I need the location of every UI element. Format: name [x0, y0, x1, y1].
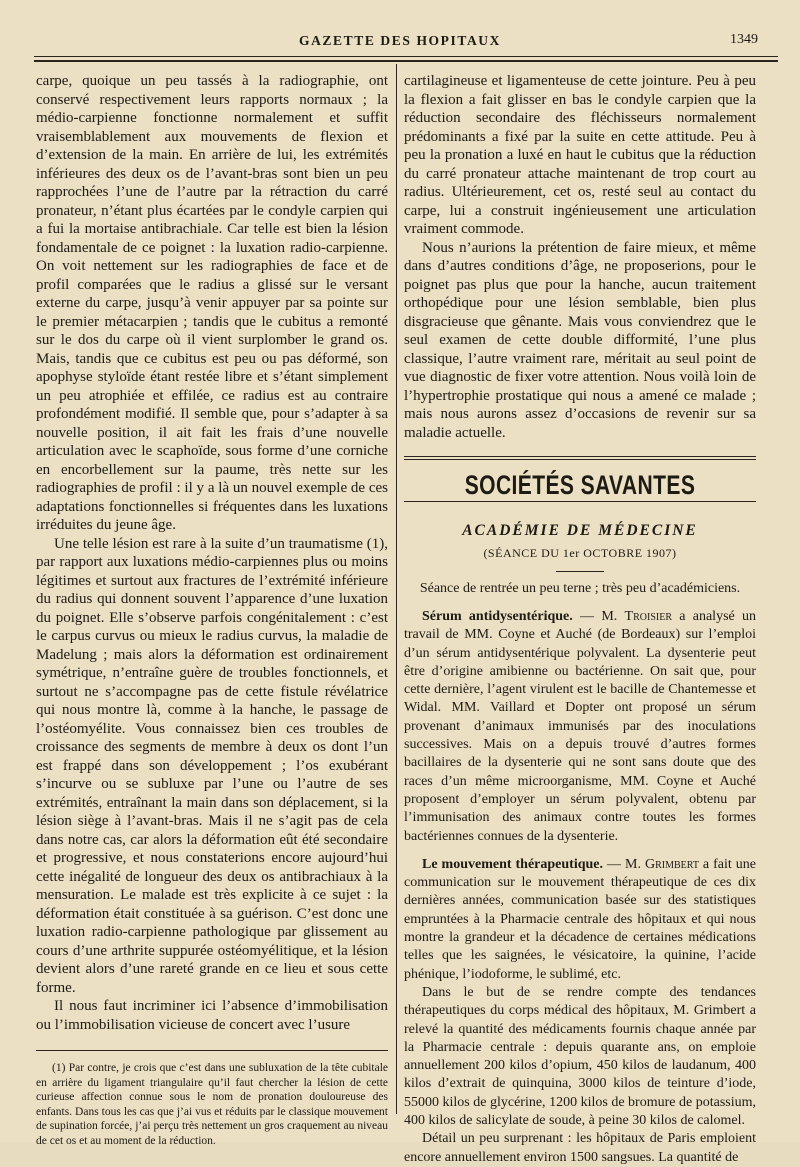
- header-rule: [34, 56, 778, 57]
- author-name: Grimbert: [644, 856, 699, 872]
- section-title-rule: [404, 501, 756, 502]
- author-name: Troisier: [624, 609, 672, 624]
- article-mouvement: [404, 856, 756, 984]
- page-header-title: GAZETTE DES HOPITAUX: [298, 33, 502, 48]
- column-divider: [396, 64, 397, 1114]
- short-rule: [556, 571, 604, 572]
- footnote: (1) Par contre, je crois que c’est dans une subluxation de la tête cubitale en arrière du ligament triangulaire qu’il faut chercher la lésion de cette curieuse affection connue sous le nom de pronation douloureuse des enfants. Dans tous les cas que j’ai vus et réduits par le classique mouvement de supination forcée, j’ai perçu très nettement un gros craquement au niveau de cet os et au moment de la réduction.: [36, 1062, 388, 1147]
- footnote-rule: [36, 1050, 388, 1051]
- body-paragraph: Dans le but de se rendre compte des tendances thérapeutiques du corps médical des hôpitaux, M. Grimbert a relevé la quantité des médicaments fournis chaque année par la Pharmacie centrale : depuis quarante ans, on emploie annuellement 200 kilos d’opium, 450 kilos de laudanum, 400 kilos d’extrait de quinquina, 3000 kilos de teinture d’iode, 55000 kilos de glycérine, 1200 kilos de bromure de potassium, 400 kilos de salicylate de soude, à peine 30 kilos de calomel.: [404, 984, 756, 1129]
- body-paragraph: cartilagineuse et ligamenteuse de cette jointure. Peu à peu la flexion a fait glisser en bas le condyle carpien que la réduction secondaire des fléchisseurs normalement prédominants a fixé par la suite en cette attitude. Peu à peu la pronation a luxé en haut le cubitus que la réduction du carré pronateur attache maintenant de trop court au radius. Ultérieurement, cet os, resté seul au contact du carpe, lui a construit ingénieusement une articulation vraiment commode.: [404, 73, 756, 237]
- rubric-dash: — M.: [603, 856, 645, 872]
- session-intro: Séance de rentrée un peu terne ; très peu d’académiciens.: [419, 580, 741, 596]
- academy-heading: ACADÉMIE DE MÉDECINE: [462, 521, 698, 539]
- body-paragraph: Nous n’aurions la prétention de faire mieux, et même dans d’autres conditions d’âge, ne proposerions, pour le poignet pas plus que pour la hanche, aucun traitement orthopédique pour une lésion semblable, bien plus disgracieuse que gênante. Mais vous conviendrez que le seul examen de cette double difformité, l’une plus classique, l’autre vraiment rare, méritait au seul point de vue diagnostic de fixer votre attention. Nous voilà loin de l’hypertrophie prostatique qui nous a amené ce malade ; mais nous aurons assez d’occasions de revenir sur sa maladie actuelle.: [404, 239, 756, 441]
- rubric-serum: Sérum antidysentérique.: [422, 609, 573, 624]
- rubric-dash: — M.: [572, 609, 625, 624]
- left-column: [36, 72, 388, 1148]
- body-paragraph: carpe, quoique un peu tassés à la radiographie, ont conservé respectivement leurs rapports normaux ; la médio-carpienne fonctionne normalement et suffit vraisemblablement aux mouvements de flexion et d’extension de la main. En arrière de lui, les extrémités inférieures des deux os de l’avant-bras sont bien un peu rapprochées l’une de l’autre par la rétraction du carré pronateur, n’étant plus écartées par le condyle carpien qui a fui la mortaise antibrachiale. Car telle est bien la lésion fondamentale de ce poignet : la luxation radio-carpienne. On voit nettement sur les radiographies de face et de profil comparées que le radius a glissé sur le versant externe du carpe, jusqu’à venir appuyer par sa pointe sur le premier métacarpien ; tandis que le cubitus a remonté sur le dos du carpe où il vient surplomber le grand os. Mais, tandis que ce cubitus est peu ou pas déformé, son apophyse styloïde étant restée libre et s’étant simplement un peu atrophiée et effilée, ce radius est au contraire profondément modifié. Il semble que, pour s’adapter à sa nouvelle position, il ait fait les frais d’une nouvelle articulation avec le scaphoïde, sous forme d’une corniche en encorbellement sur la paume, très nette sur les radiographies de profil : il y a là un nouvel exemple de ces adaptations fonctionnelles si fréquentes dans les luxations irréduites du jeune âge.: [36, 73, 388, 533]
- body-paragraph: Une telle lésion est rare à la suite d’un traumatisme (1), par rapport aux luxations médio-carpiennes plus ou moins légitimes et surtout aux fractures de l’extrémité inférieure du radius qui donnent souvent l’apparence d’une luxation du poignet. Elle s’observe parfois congénitalement : c’est le carpus curvus ou mieux le radius curvus, la maladie de Madelung ; mais alors la déformation est ordinairement symétrique, n’entraîne guère de troubles fonctionnels, et surtout ne s’accompagne pas de cette fistule révélatrice qui nous montre là, comme à la hanche, le passage de l’ostéomyélite. Vous connaissez bien ces troubles de croissance des segments de membre à deux os dont l’un est frappé dans son développement ; l’os exubérant s’incurve ou se subluxe par l’une ou l’autre de ses extrémités, entraînant la main dans son déplacement, si la lésion siège à l’avant-bras. Mais il ne s’agit pas de cela dans notre cas, car alors la déformation eût été secondaire et progressive, et nous constaterions encore aujourd’hui cette inégalité de longueur des deux os antibrachiaux à la mensuration. Le malade est très explicite à ce sujet : la déformation était constituée à sa guérison. C’est donc une luxation radio-carpienne pathologique par glissement au cours d’une arthrite suppurée ostéomyélitique, et la lésion devient alors d’une rareté grande en ce lieu et sous cette forme.: [36, 535, 388, 996]
- article-text: a fait une communication sur le mouvement thérapeutique de ces dix dernières années, communication basée sur des statistiques empruntées à la Pharmacie centrale des hôpitaux et qui nous montre la grandeur et la décadence de certaines médications telles que les saignées, le vésicatoire, la quinine, l’acide phénique, l’iodoforme, le sublimé, etc.: [404, 856, 756, 982]
- session-date: (SÉANCE DU 1er OCTOBRE 1907): [483, 546, 677, 560]
- section-title: SOCIÉTÉS SAVANTES: [464, 470, 696, 500]
- body-paragraph: Il nous faut incriminer ici l’absence d’immobilisation ou l’immobilisation vicieuse de concert avec l’usure: [36, 998, 388, 1033]
- page-number: 1349: [730, 32, 758, 47]
- header-rule-thick: [34, 60, 778, 62]
- section-separator: [404, 456, 756, 460]
- article-text: a analysé un travail de MM. Coyne et Auché (de Bordeaux) sur l’emploi d’un sérum antidysentérique polyvalent. La dysenterie peut être d’origine amibienne ou bactérienne. On sait que, pour cette dernière, l’agent virulent est le bacille de Chantemesse et Widal. MM. Vaillard et Dopter ont proposé un sérum provenant d’animaux immunisés par des inoculations successives. Mais on a depuis trouvé d’autres formes bacillaires de la dysenterie qui ne sont sans doute que des races d’un même microorganisme, MM. Coyne et Auché proposent d’employer un sérum polyvalent, obtenu par l’immunisation des animaux contre toutes les formes bactériennes connues de la dysenterie.: [404, 609, 757, 844]
- body-paragraph: Détail un peu surprenant : les hôpitaux de Paris emploient encore annuellement environ 1500 sangsues. La quantité de: [404, 1131, 756, 1165]
- rubric-mouvement: Le mouvement thérapeutique.: [422, 856, 604, 872]
- article-serum: [404, 608, 756, 846]
- right-column: [404, 72, 756, 1167]
